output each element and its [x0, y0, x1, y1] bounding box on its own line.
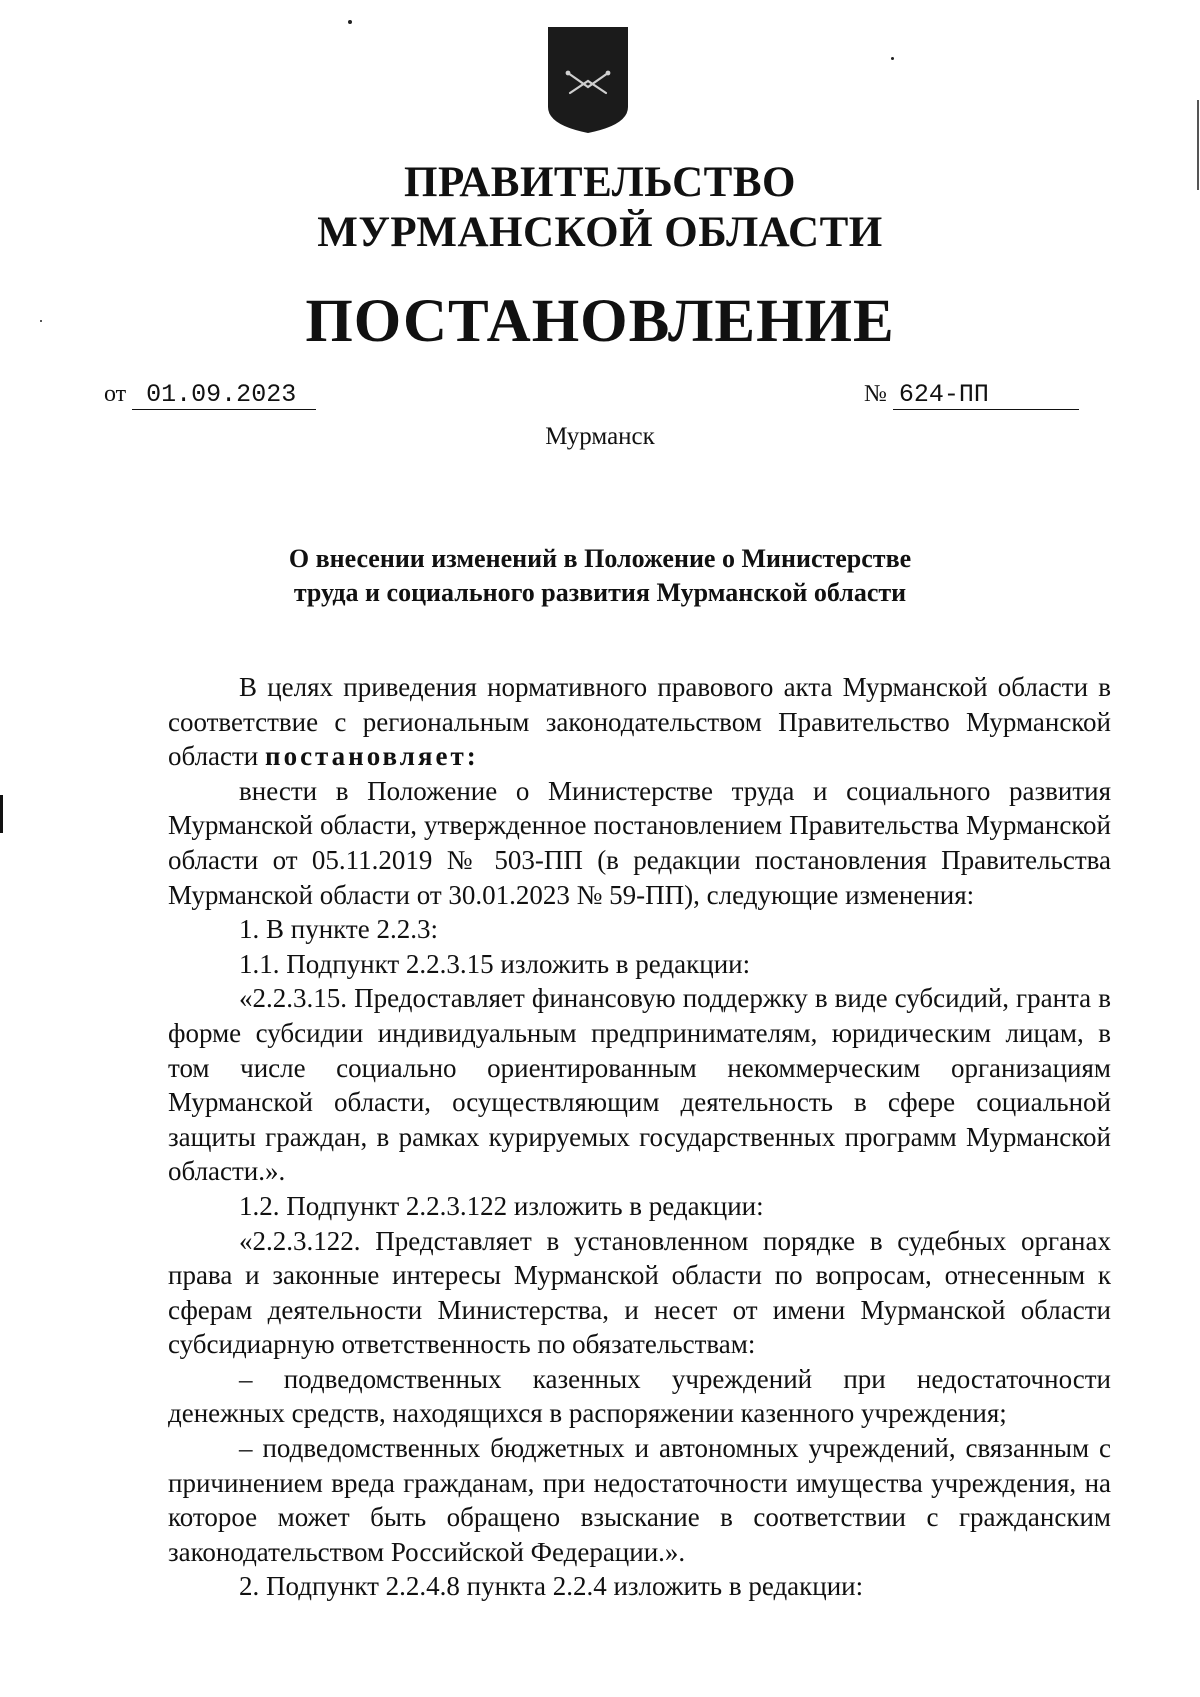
title-line2: труда и социального развития Мурманской области [293, 578, 907, 607]
date-prefix: от [104, 381, 127, 407]
paragraph-quote-2-2-3-122: «2.2.3.122. Представляет в установленном порядке в судебных органах права и законные интересы Мурманской области по вопросам, отнесенным к сферам деятельности Министерства, и несет от имени Мурманской области субсидиарную ответственность по обязательствам: [168, 1225, 1111, 1360]
paragraph-amendment-intro: внести в Положение о Министерстве труда и социального развития Мурманской области, утвержденное постановлением Правительства Мурманской области от 05.11.2019 № 503-ПП (в редакции постановления Правительства Мурманской области от 30.01.2023 № 59-ПП), следующие изменения: [168, 775, 1111, 910]
paragraph-preamble: В целях приведения нормативного правового акта Мурманской области в соответствие с региональным законодательством Правительство Мурманской области постановляет: [168, 672, 1111, 772]
paragraph-item-1-2: 1.2. Подпункт 2.2.3.122 изложить в редакции: [239, 1190, 764, 1221]
org-name-line1: ПРАВИТЕЛЬСТВО [404, 159, 796, 206]
document-title [0, 542, 1200, 610]
paragraph-item-1-1: 1.1. Подпункт 2.2.3.15 изложить в редакции: [239, 948, 751, 979]
document-body [168, 670, 1111, 1604]
resolves-keyword: постановляет: [265, 741, 479, 772]
government-header [0, 158, 1200, 258]
date-line [104, 380, 316, 410]
margin-mark [0, 795, 3, 833]
paragraph-item-2: 2. Подпункт 2.2.4.8 пункта 2.2.4 изложить в редакции: [239, 1571, 864, 1602]
title-line1: О внесении изменений в Положение о Министерстве [288, 544, 912, 573]
document-type: ПОСТАНОВЛЕНИЕ [305, 288, 895, 355]
org-name-line2: МУРМАНСКОЙ ОБЛАСТИ [317, 209, 883, 256]
paragraph-dash-2: – подведомственных бюджетных и автономных учреждений, связанным с причинением вреда гражданам, при недостаточности имущества учреждения, на которое может быть обращено взыскание в соответствии с гражданским законодательством Российской Федерации.». [168, 1433, 1111, 1567]
paragraph-item-1: 1. В пункте 2.2.3: [239, 914, 438, 945]
scan-speck [348, 20, 352, 24]
document-number: 624-ПП [893, 380, 1079, 410]
coat-of-arms-emblem [546, 25, 630, 135]
scan-speck [891, 57, 894, 60]
number-prefix: № [864, 381, 887, 407]
paragraph-quote-2-2-3-15: «2.2.3.15. Предоставляет финансовую поддержку в виде субсидий, гранта в форме субсидии индивидуальным предпринимателям, юридическим лицам, в том числе социально ориентированным некоммерческим организациям Мурманской области, осуществляющим деятельность в сфере социальной защиты граждан, в рамках курируемых государственных программ Мурманской области.». [168, 983, 1111, 1187]
paragraph-dash-1: – подведомственных казенных учреждений при недостаточности денежных средств, находящихся в распоряжении казенного учреждения; [168, 1363, 1111, 1429]
document-date: 01.09.2023 [132, 380, 316, 410]
number-line [864, 380, 1079, 410]
city-name: Мурманск [545, 423, 655, 450]
